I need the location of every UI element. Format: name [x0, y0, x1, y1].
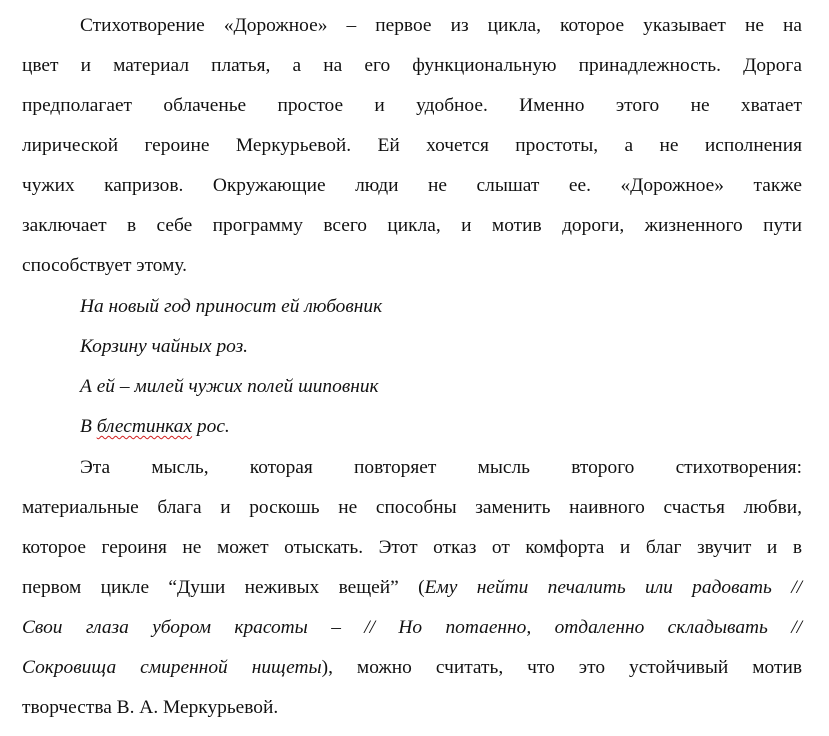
paragraph-2-line-6 — [22, 654, 802, 682]
paragraph-2-line-4 — [22, 574, 802, 602]
paragraph-2-line-1: Эта мысль, которая повторяет мысль второго стихотворения: — [80, 457, 802, 478]
paragraph-2-line-7: творчества В. А. Меркурьевой. — [22, 697, 279, 718]
paragraph-1-line-1: Стихотворение «Дорожное» – первое из цикла, которое указывает не на — [80, 15, 802, 36]
paragraph-1-line-4: лирической героине Меркурьевой. Ей хочется простоты, а не исполнения — [22, 135, 802, 156]
poem-line-4 — [80, 413, 780, 441]
paragraph-1-line-3: предполагает облаченье простое и удобное. Именно этого не хватает — [22, 95, 802, 116]
paragraph-2-line-3: которое героиня не может отыскать. Этот отказ от комфорта и благ звучит и в — [22, 537, 802, 558]
poem-line-2: Корзину чайных роз. — [80, 336, 249, 357]
paragraph-2-line-6-quote: Сокровища смиренной нищеты — [22, 657, 322, 678]
paragraph-1-line-2: цвет и материал платья, а на его функциональную принадлежность. Дорога — [22, 55, 802, 76]
poem-line-3: А ей – милей чужих полей шиповник — [80, 376, 379, 397]
paragraph-1-line-5: чужих капризов. Окружающие люди не слышат ее. «Дорожное» также — [22, 175, 802, 196]
paragraph-1-line-6: заключает в себе программу всего цикла, и мотив дороги, жизненного пути — [22, 215, 802, 236]
paragraph-2-line-5: Свои глаза убором красоты – // Но потаенно, отдаленно складывать // — [22, 617, 802, 638]
spellcheck-underlined-word[interactable]: блестинках — [96, 416, 193, 437]
poem-line-4-prefix: В — [80, 416, 97, 437]
poem-line-4-suffix: рос. — [192, 416, 230, 437]
paragraph-2-line-2: материальные блага и роскошь не способны заменить наивного счастья любви, — [22, 497, 802, 518]
poem-line-1: На новый год приносит ей любовник — [80, 296, 383, 317]
paragraph-2-line-4-quote: Ему нейти печалить или радовать // — [424, 577, 802, 598]
paragraph-1-line-7: способствует этому. — [22, 255, 188, 276]
paragraph-2-line-4-text: первом цикле “Души неживых вещей” ( — [22, 577, 425, 598]
paragraph-2-line-6-text: ), можно считать, что это устойчивый мотив — [321, 657, 802, 678]
